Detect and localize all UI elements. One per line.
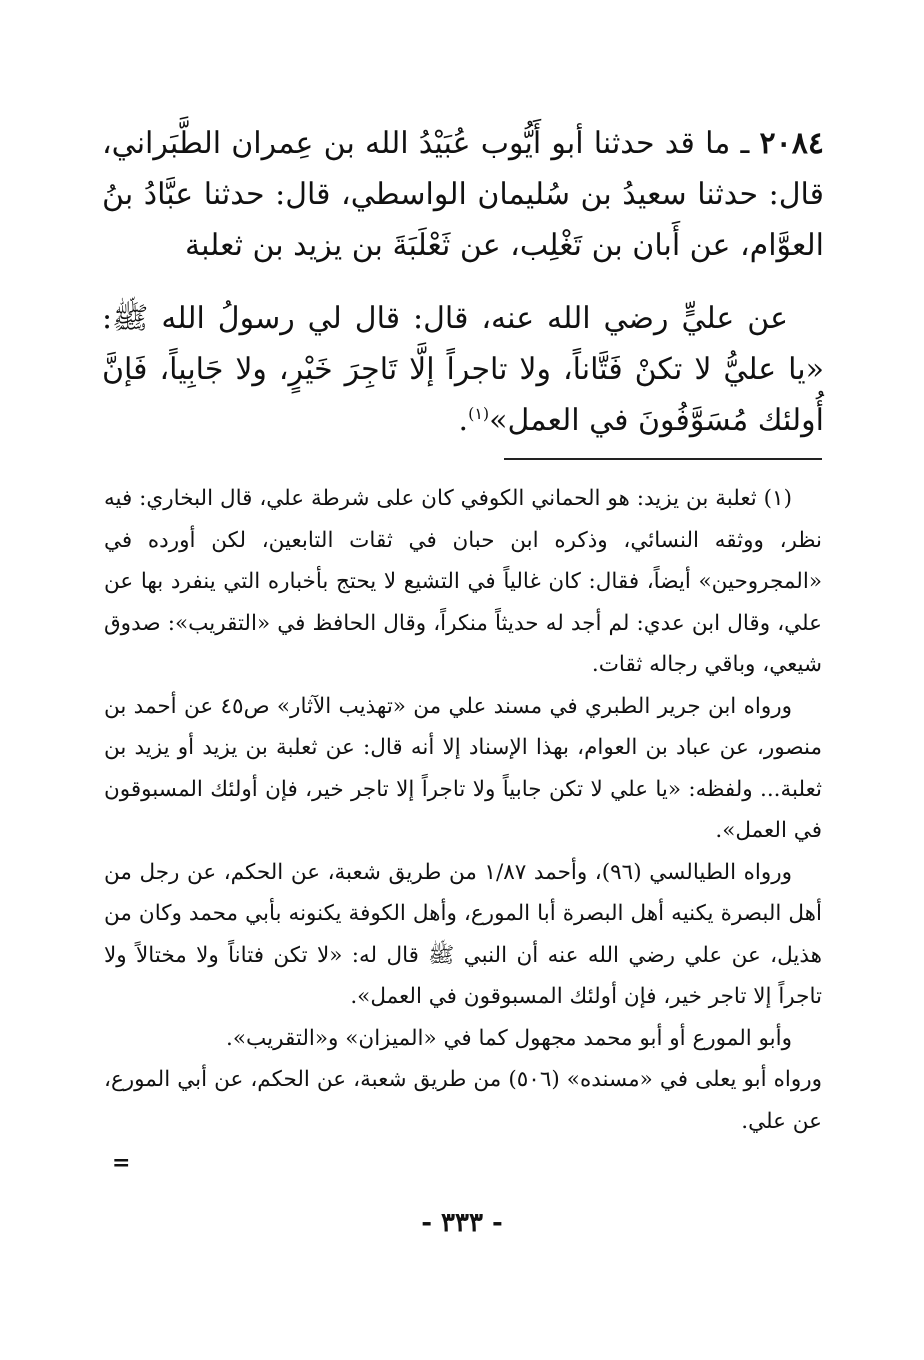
footnote-reference: (١) [468, 404, 490, 423]
hadith-number: ٢٠٨٤ [759, 126, 824, 161]
footnote-paragraph-mawarra: وأبو المورع أو أبو محمد مجهول كما في «الميزان» و«التقريب». [226, 1025, 792, 1051]
footnote-divider [504, 458, 822, 460]
page-number: - ٣٣٣ - [421, 1208, 503, 1238]
main-text [102, 118, 824, 446]
hadith-paragraph-isnad [102, 118, 824, 271]
hadith-paragraph-matn [102, 293, 824, 446]
footnote-paragraph-tabari: ورواه ابن جرير الطبري في مسند علي من «تهذيب الآثار» ص٤٥ عن أحمد بن منصور، عن عباد بن العوام، بهذا الإسناد إلا أنه قال: عن ثعلبة بن يزيد أو يزيد بن ثعلبة... ولفظه: «يا علي لا تكن جابياً ولا تاجراً إلا تاجر خير، فإن أولئك المسبوقون في العمل». [104, 693, 822, 843]
matn-text: عن عليٍّ رضي الله عنه، قال: قال لي رسولُ الله ﷺ: «يا عليُّ لا تكنْ فَتَّاناً، ولا تاجراً إلَّا تَاجِرَ خَيْرٍ، ولا جَابِياً، فَإنَّ أُولئك مُسَوَّفُونَ في العمل» [102, 301, 824, 438]
isnad-text: ـ ما قد حدثنا أبو أَيُّوب عُبَيْدُ الله بن عِمران الطَّبَراني، قال: حدثنا سعيدُ بن سُليمان الواسطي، قال: حدثنا عبَّادُ بنُ العوَّام، عن أَبان بن تَغْلِب، عن ثَعْلَبَةَ بن يزيد بن ثعلبة [102, 126, 824, 263]
footnote-paragraph-abu-yala: ورواه أبو يعلى في «مسنده» (٥٠٦) من طريق شعبة، عن الحكم، عن أبي المورع، عن علي. [104, 1067, 822, 1134]
matn-end: . [458, 403, 469, 438]
continuation-mark: = [112, 1150, 131, 1176]
footnote-1: (١) ثعلبة بن يزيد: هو الحماني الكوفي كان على شرطة علي، قال البخاري: فيه نظر، ووثقه النسائي، وذكره ابن حبان في ثقات التابعين، لكن أورده في «المجروحين» أيضاً، فقال: كان غالياً في التشيع لا يحتج بأخباره التي ينفرد بها عن علي، وقال ابن عدي: لم أجد له حديثاً منكراً، وقال الحافظ في «التقريب»: صدوق شيعي، وباقي رجاله ثقات. [104, 486, 822, 677]
footnote-paragraph-tayalisi: ورواه الطيالسي (٩٦)، وأحمد ١/٨٧ من طريق شعبة، عن الحكم، عن رجل من أهل البصرة يكنيه أهل البصرة أبا المورع، وأهل الكوفة يكنونه بأبي محمد وكان من هذيل، عن علي رضي الله عنه أن النبي ﷺ قال له: «لا تكن فتاناً ولا مختالاً ولا تاجراً إلا تاجر خير، فإن أولئك المسبوقون في العمل». [104, 859, 822, 1009]
footnotes [104, 478, 822, 1142]
